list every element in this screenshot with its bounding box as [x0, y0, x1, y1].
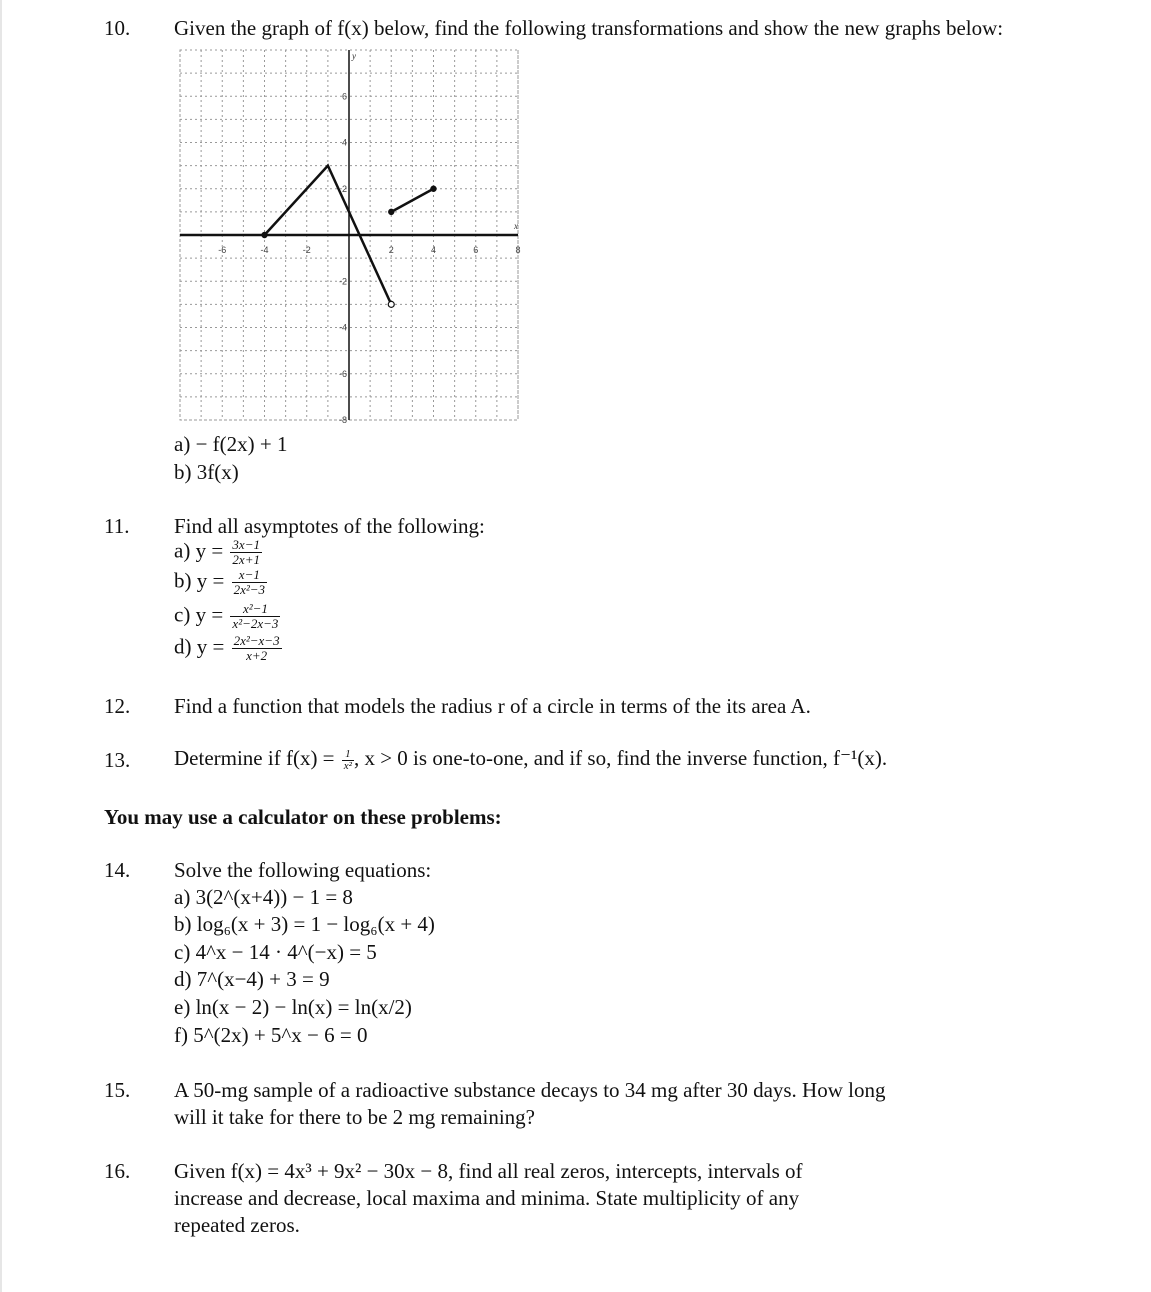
problem-13-text	[174, 746, 887, 772]
function-graph	[176, 46, 522, 424]
x-tick-label: 4	[430, 245, 437, 255]
problem-14-part-e: e) ln(x − 2) − ln(x) = ln(x/2)	[174, 995, 412, 1019]
x-axis-label: x	[514, 221, 518, 231]
part-label: a) y =	[174, 538, 229, 563]
x-tick-label: -2	[302, 245, 311, 255]
part-label: c) y =	[174, 602, 229, 627]
denominator: x+2	[246, 648, 268, 663]
problem-11-part-b	[174, 568, 267, 597]
problem-12-text: Find a function that models the radius r of a circle in terms of the its area A.	[174, 694, 811, 718]
fraction	[342, 749, 354, 772]
numerator: 1	[342, 749, 354, 761]
problem-16-line-3: repeated zeros.	[174, 1213, 300, 1237]
fraction	[230, 602, 280, 631]
closed-endpoint	[262, 232, 267, 237]
problem-14-part-b: b) log₆(x + 3) = 1 − log₆(x + 4)	[174, 912, 435, 936]
y-tick-label: 2	[341, 183, 347, 194]
denominator: x²	[343, 759, 352, 772]
problem-10-number: 10.	[104, 16, 131, 40]
problem-15-line-2: will it take for there to be 2 mg remaining?	[174, 1105, 535, 1129]
page-edge	[0, 0, 2, 1292]
problem-14-number: 14.	[104, 858, 131, 882]
denominator: 2x+1	[232, 552, 260, 567]
numerator: x²−1	[230, 602, 280, 617]
problem-14-text: Solve the following equations:	[174, 858, 432, 882]
y-tick-label: -4	[338, 322, 347, 333]
closed-endpoint	[389, 209, 394, 214]
problem-14-part-a: a) 3(2^(x+4)) − 1 = 8	[174, 885, 353, 909]
x-tick-label: 2	[388, 245, 394, 255]
fraction	[232, 634, 282, 663]
graph-segment-2	[391, 189, 433, 212]
open-endpoint	[388, 301, 394, 307]
x-tick-label: -6	[218, 245, 227, 255]
problem-12-number: 12.	[104, 694, 131, 718]
problem-10-part-b: b) 3f(x)	[174, 460, 239, 484]
problem-11-number: 11.	[104, 514, 130, 538]
y-axis-label: y	[352, 51, 356, 61]
y-tick-label: -8	[338, 415, 347, 424]
y-tick-label: -2	[338, 276, 347, 287]
problem-16-line-2: increase and decrease, local maxima and minima. State multiplicity of any	[174, 1186, 800, 1210]
problem-13-text-start: Determine if f(x) =	[174, 746, 340, 770]
problem-14-part-f: f) 5^(2x) + 5^x − 6 = 0	[174, 1023, 368, 1047]
x-tick-label: 8	[515, 245, 521, 255]
y-tick-label: -6	[338, 368, 347, 379]
problem-14-part-d: d) 7^(x−4) + 3 = 9	[174, 967, 330, 991]
problem-11-text: Find all asymptotes of the following:	[174, 514, 485, 538]
denominator: 2x²−3	[233, 582, 266, 597]
part-label: b) y =	[174, 568, 230, 593]
problem-11-part-c	[174, 602, 280, 631]
problem-16-line-1: Given f(x) = 4x³ + 9x² − 30x − 8, find all real zeros, intercepts, intervals of	[174, 1159, 803, 1183]
fraction	[232, 568, 267, 597]
problem-14-part-c: c) 4^x − 14 · 4^(−x) = 5	[174, 940, 377, 964]
problem-11-part-d	[174, 634, 282, 663]
problem-16-number: 16.	[104, 1159, 131, 1183]
numerator: 2x²−x−3	[233, 633, 280, 648]
fraction	[230, 538, 262, 567]
problem-13-text-end: , x > 0 is one-to-one, and if so, find the inverse function, f⁻¹(x).	[353, 746, 888, 770]
x-tick-label: 6	[473, 245, 479, 255]
problem-11-part-a	[174, 538, 262, 567]
denominator: x²−2x−3	[232, 616, 279, 631]
numerator: 3x−1	[232, 537, 260, 552]
problem-15-line-1: A 50-mg sample of a radioactive substance decays to 34 mg after 30 days. How long	[174, 1078, 886, 1102]
y-tick-label: 4	[341, 137, 347, 148]
numerator: x−1	[232, 568, 267, 583]
y-tick-label: 6	[341, 91, 347, 102]
problem-10-part-a: a) − f(2x) + 1	[174, 432, 288, 456]
calculator-note: You may use a calculator on these problems:	[104, 805, 502, 829]
closed-endpoint	[431, 186, 436, 191]
problem-15-number: 15.	[104, 1078, 131, 1102]
problem-10-text: Given the graph of f(x) below, find the following transformations and show the new graphs below:	[174, 16, 1004, 40]
part-label: d) y =	[174, 634, 230, 659]
x-tick-label: -4	[260, 245, 269, 255]
problem-13-number: 13.	[104, 748, 131, 772]
